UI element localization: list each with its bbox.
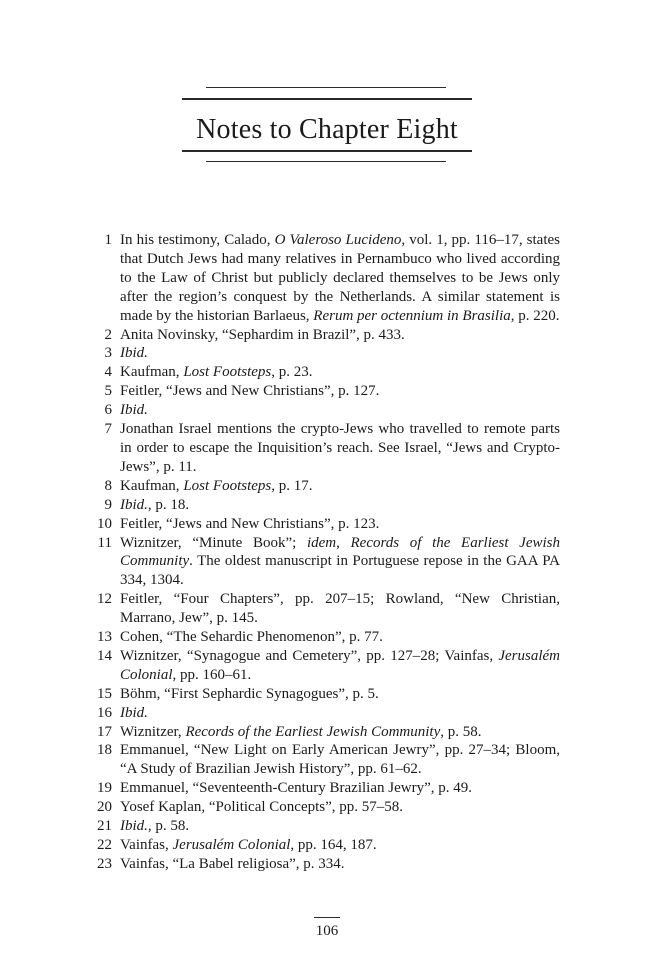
note-text — [120, 836, 560, 855]
note-text-segment: Vainfas, “La Babel religiosa”, p. 334. — [120, 855, 345, 872]
note-text-italic: idem — [306, 534, 337, 551]
note-item — [82, 363, 560, 382]
note-number: 3 — [104, 345, 112, 362]
note-text — [120, 590, 560, 628]
note-number: 5 — [104, 383, 112, 400]
note-item — [82, 779, 560, 798]
note-text-segment: , p. 58. — [147, 818, 190, 835]
note-text-segment: Feitler, “Jews and New Christians”, p. 127. — [120, 383, 380, 400]
note-number: 7 — [104, 421, 112, 438]
note-text-segment: Emmanuel, “New Light on Early American Jewry”, pp. 27–34; Bloom, “A Study of Brazilian Jewish History”, pp. 61–62. — [120, 742, 560, 778]
note-text — [120, 231, 560, 326]
note-item — [82, 534, 560, 591]
note-item — [82, 685, 560, 704]
note-text — [120, 741, 560, 779]
note-text — [120, 723, 560, 742]
note-text-segment: . The oldest manuscript in Portuguese repose in the GAA PA 334, 1304. — [120, 553, 560, 589]
note-number: 4 — [104, 364, 112, 381]
note-number: 21 — [97, 818, 112, 835]
note-item — [82, 647, 560, 685]
note-item — [82, 798, 560, 817]
note-text-segment: Vainfas, — [120, 837, 173, 853]
note-item — [82, 855, 560, 874]
note-text — [120, 477, 560, 496]
note-text-segment: Kaufman, — [120, 364, 184, 381]
note-text — [120, 704, 560, 723]
note-text — [120, 647, 560, 685]
note-item — [82, 817, 560, 836]
note-text-segment: Wiznitzer, “Minute Book”; — [120, 534, 307, 551]
note-text-italic: Lost Footsteps — [183, 364, 272, 381]
note-text-segment: Feitler, “Jews and New Christians”, p. 123. — [120, 515, 380, 532]
note-text-italic: Ibid. — [120, 818, 148, 835]
note-number: 2 — [104, 326, 112, 343]
note-number: 17 — [97, 723, 112, 740]
note-text-segment: In his testimony, Calado, — [120, 232, 275, 248]
note-item — [82, 836, 560, 855]
note-text-segment: pp. 164, 187. — [294, 837, 377, 853]
note-text-segment: , p. 17. — [271, 477, 313, 494]
note-item — [82, 326, 560, 345]
note-item — [82, 515, 560, 534]
note-number: 11 — [97, 534, 112, 551]
note-text — [120, 496, 560, 515]
header-rule-top-thick — [182, 98, 472, 100]
notes-list — [82, 231, 560, 874]
note-text — [120, 685, 560, 704]
chapter-title: Notes to Chapter Eight — [196, 114, 458, 145]
note-text-segment: Feitler, “Four Chapters”, pp. 207–15; Rowland, “New Christian, Marrano, Jew”, p. 145. — [120, 591, 560, 627]
note-item — [82, 723, 560, 742]
note-text-segment: , — [336, 534, 351, 551]
note-text-segment: Anita Novinsky, “Sephardim in Brazil”, p. 433. — [120, 326, 405, 343]
note-item — [82, 401, 560, 420]
note-text — [120, 515, 560, 534]
note-item — [82, 477, 560, 496]
note-text — [120, 798, 560, 817]
note-number: 13 — [97, 629, 112, 646]
note-text — [120, 344, 560, 363]
note-text — [120, 628, 560, 647]
note-item — [82, 344, 560, 363]
note-text-italic: Ibid. — [120, 496, 148, 513]
note-text-italic: Jerusalém Colonial, — [172, 837, 295, 853]
note-number: 10 — [97, 515, 112, 532]
note-text — [120, 855, 560, 874]
note-text — [120, 326, 560, 345]
header-rule-bottom-thick — [182, 150, 472, 152]
note-text-segment: , pp. 160–61. — [172, 666, 252, 683]
page-number-rule — [314, 917, 340, 918]
note-text-segment: Wiznitzer, “Synagogue and Cemetery”, pp. 127–28; Vainfas, — [120, 647, 499, 664]
note-number: 1 — [104, 232, 112, 248]
note-text-italic: O Valeroso Lucideno — [274, 232, 402, 248]
note-number: 20 — [97, 799, 112, 816]
note-text — [120, 420, 560, 477]
note-text-segment: , p. 23. — [271, 364, 313, 381]
note-number: 12 — [97, 591, 112, 608]
note-number: 8 — [104, 477, 112, 494]
note-text-italic: Lost Footsteps — [183, 477, 272, 494]
note-text-segment: Yosef Kaplan, “Political Concepts”, pp. 57–58. — [120, 799, 404, 816]
note-item — [82, 496, 560, 515]
note-text — [120, 363, 560, 382]
header-rule-bottom-thin — [206, 161, 446, 162]
note-number: 15 — [97, 685, 112, 702]
note-text-segment: , p. 220. — [510, 307, 560, 324]
note-number: 19 — [97, 780, 112, 797]
note-text-segment: Emmanuel, “Seventeenth-Century Brazilian Jewry”, p. 49. — [120, 780, 472, 797]
note-number: 22 — [97, 837, 112, 853]
note-item — [82, 704, 560, 723]
note-text-segment: Cohen, “The Sehardic Phenomenon”, p. 77. — [120, 629, 383, 646]
note-item — [82, 420, 560, 477]
note-text-italic: Ibid. — [120, 704, 148, 721]
note-text-italic: Records of the Earliest Jewish Community — [120, 534, 561, 570]
note-text-segment: Jonathan Israel mentions the crypto-Jews who travelled to remote parts in order to escape the Inquisition’s reach. See Israel, “Jews and Crypto-Jews”, p. 11. — [120, 421, 560, 475]
note-text-italic: Ibid. — [120, 402, 148, 419]
note-text — [120, 401, 560, 420]
note-text-segment: Wiznitzer, — [120, 723, 186, 740]
note-item — [82, 590, 560, 628]
header-rule-top-thin — [206, 87, 446, 88]
note-item — [82, 382, 560, 401]
note-text-segment: Böhm, “First Sephardic Synagogues”, p. 5. — [120, 685, 379, 702]
note-text — [120, 534, 560, 591]
note-number: 16 — [97, 704, 112, 721]
note-text-segment: Kaufman, — [120, 477, 184, 494]
note-item — [82, 628, 560, 647]
note-number: 6 — [104, 402, 112, 419]
note-text-italic: Jerusalém Colonial — [120, 647, 560, 683]
note-item — [82, 741, 560, 779]
note-text-italic: Ibid. — [120, 345, 148, 362]
note-text-italic: Rerum per octennium in Brasilia — [313, 307, 511, 324]
note-text-italic: Records of the Earliest Jewish Community — [185, 723, 441, 740]
note-number: 14 — [97, 647, 112, 664]
note-number: 18 — [97, 742, 112, 759]
note-item — [82, 231, 560, 326]
note-text — [120, 779, 560, 798]
note-text-segment: , p. 18. — [147, 496, 190, 513]
note-text — [120, 382, 560, 401]
note-number: 23 — [97, 855, 112, 872]
note-text-segment: , vol. 1, pp. 116–17, states that Dutch Jews had many relatives in Pernambuco who lived according to the Law of Christ but publicly declared themselves to be Jews only after the region’s conquest by the Netherlands. A similar statement is made by the historian Barlaeus, — [120, 232, 561, 324]
note-text-segment: , p. 58. — [440, 723, 482, 740]
note-text — [120, 817, 560, 836]
note-number: 9 — [104, 496, 112, 513]
page-number: 106 — [315, 923, 339, 939]
